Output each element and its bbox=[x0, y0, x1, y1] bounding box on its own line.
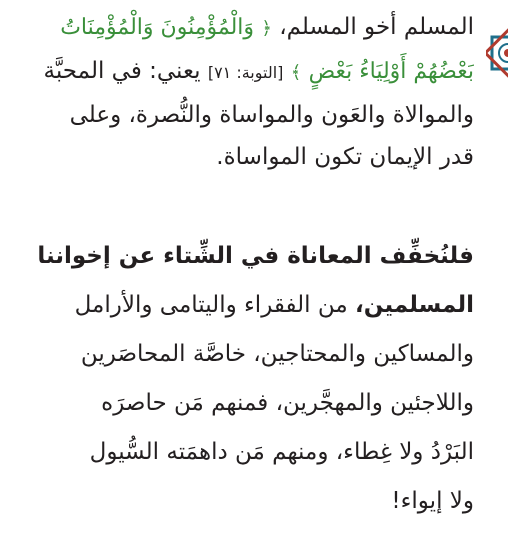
paragraph2-line6: ولا إيواء! bbox=[391, 488, 474, 514]
quran-verse-part2: بَعْضُهُمْ أَوْلِيَاءُ بَعْضٍ bbox=[308, 59, 474, 84]
paragraph2-line2 bbox=[12, 281, 474, 330]
quran-verse-part1: وَالْمُؤْمِنُونَ وَالْمُؤْمِنَاتُ bbox=[60, 15, 255, 40]
paragraph1-line3: والموالاة والعَون والمواساة والنُّصرة، وعلى bbox=[69, 102, 474, 128]
paragraph-winter-appeal bbox=[12, 232, 474, 526]
paragraph2-line5: البَرْدُ ولا غِطاء، ومنهم مَن داهمَته السُّيول bbox=[89, 439, 474, 465]
paragraph1-line1 bbox=[12, 6, 474, 50]
verse-bracket-close-icon: ﴾ bbox=[290, 62, 302, 83]
paragraph-brotherhood bbox=[12, 6, 474, 178]
paragraph1-line2 bbox=[12, 50, 474, 94]
paragraph1-line1-text: المسلم أخو المسلم، bbox=[279, 14, 474, 40]
paragraph1-line2-text: يعني: في المحبَّة bbox=[43, 58, 201, 84]
paragraph2-line3: والمساكين والمحتاجين، خاصَّة المحاصَرين bbox=[80, 341, 474, 367]
paragraph2-line2-bold: المسلمين، bbox=[355, 292, 474, 318]
verse-bracket-open-icon: ﴿ bbox=[261, 18, 272, 39]
islamic-star-ornament-icon bbox=[486, 14, 508, 92]
paragraph2-line1: فلنُخفِّف المعاناة في الشِّتاء عن إخواننا bbox=[37, 243, 474, 269]
paragraph1-line4: قدر الإيمان تكون المواساة. bbox=[216, 144, 474, 170]
verse-reference: [التوبة: ٧١] bbox=[207, 63, 284, 82]
paragraph2-line2-rest: من الفقراء واليتامى والأرامل bbox=[74, 292, 348, 318]
paragraph2-line4: واللاجئين والمهجَّرين، فمنهم مَن حاصرَه bbox=[101, 390, 474, 416]
